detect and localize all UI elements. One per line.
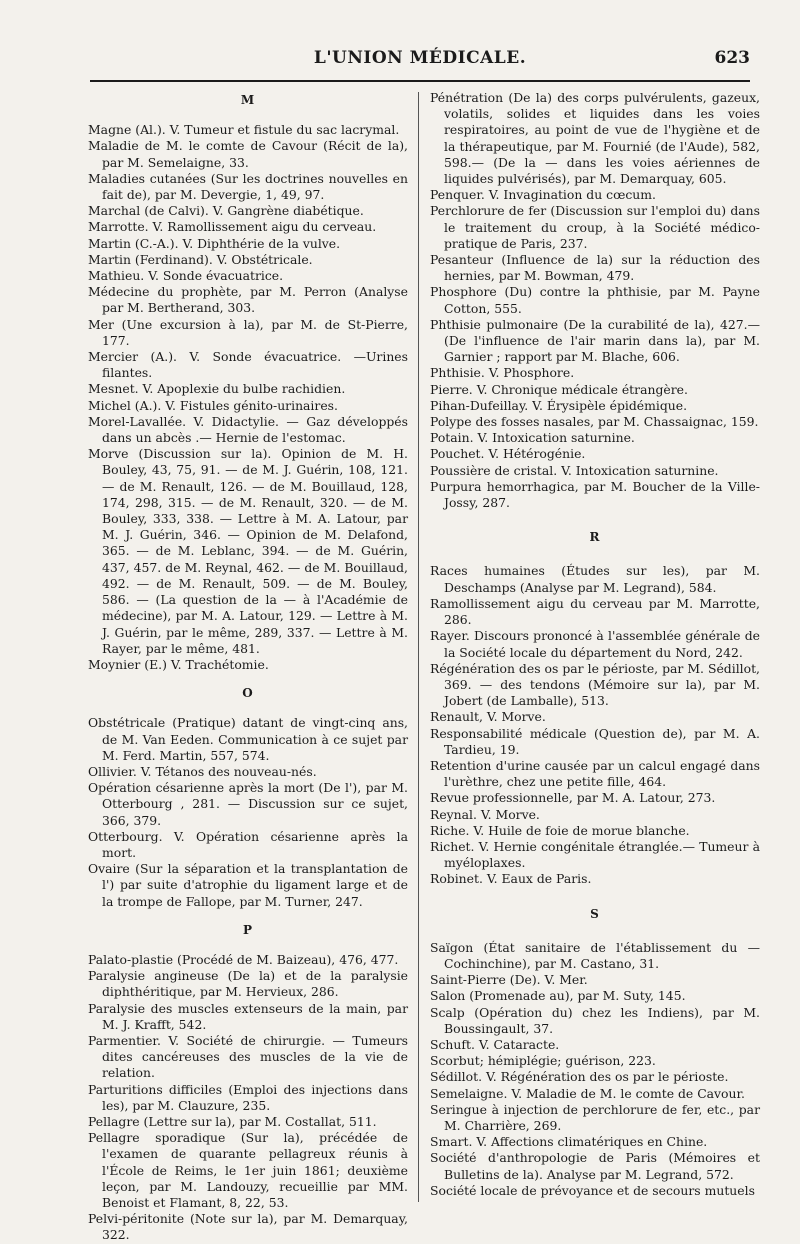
index-entry: Société locale de prévoyance et de secours mutuels [430,1182,755,1198]
index-entry: Régénération des os par le périoste, par M. Sédillot, 369. — des tendons (Mémoire sur la), par M. Jobert (de Lamballe), 513. [430,660,760,709]
index-entry: Phthisie pulmonaire (De la curabilité de la), 427.— (De l'influence de l'air marin dans la), par M. Garnier ; rapport par M. Blache, 606. [430,316,760,365]
index-entry: Phthisie. V. Phosphore. [430,365,575,381]
index-entry: Poussière de cristal. V. Intoxication saturnine. [430,462,719,478]
page-header [90,48,750,76]
header-rule [90,80,750,82]
index-entry: Reynal. V. Morve. [430,806,540,822]
index-entry: Pesanteur (Influence de la) sur la réduction des hernies, par M. Bowman, 479. [430,252,760,284]
section-letter: M [240,93,256,107]
index-entry: Parturitions difficiles (Emploi des injections dans les), par M. Clauzure, 235. [88,1081,408,1113]
index-entry: Parmentier. V. Société de chirurgie. — Tumeurs dites cancéreuses des muscles de la vie de relation. [88,1032,408,1081]
index-entry: Perchlorure de fer (Discussion sur l'emploi du) dans le traitement du croup, à la Société médico-pratique de Paris, 237. [430,203,760,251]
index-entry: Pierre. V. Chronique médicale étrangère. [430,381,688,397]
index-entry: Pelvi-péritonite (Note sur la), par M. Demarquay, 322. [88,1211,408,1243]
index-entry: Retention d'urine causée par un calcul engagé dans l'urèthre, chez une petite fille, 464. [430,757,760,790]
index-entry: Richet. V. Hernie congénitale étranglée.— Tumeur à myéloplaxes. [430,838,760,871]
index-entry: Médecine du prophète, par M. Perron (Analyse par M. Bertherand, 303. [88,284,408,316]
index-entry: Maladie de M. le comte de Cavour (Récit de la), par M. Semelaigne, 33. [88,138,408,170]
index-entry: Saint-Pierre (De). V. Mer. [430,972,588,988]
index-entry: Martin (C.-A.). V. Diphthérie de la vulve. [88,235,341,251]
index-entry: Revue professionnelle, par M. A. Latour, 273. [430,790,716,806]
section-letter: P [242,922,254,937]
index-entry: Ramollissement aigu du cerveau par M. Marrotte, 286. [430,595,760,628]
section-letter: S [590,906,600,921]
running-title: L'UNION MÉDICALE. [313,48,527,68]
index-entry: Polype des fosses nasales, par M. Chassaignac, 159. [430,414,759,430]
index-entry: Paralysie des muscles extenseurs de la main, par M. J. Krafft, 542. [88,1000,408,1032]
index-entry: Pouchet. V. Hétérogénie. [430,446,586,462]
index-entry: Mercier (A.). V. Sonde évacuatrice. —Urines filantes. [88,349,408,381]
index-entry: Société d'anthropologie de Paris (Mémoires et Bulletins de la). Analyse par M. Legrand, 572. [430,1150,760,1182]
index-entry: Pellagre sporadique (Sur la), précédée de l'examen de quarante pellagreux réunis à l'École de Reims, le 1er juin 1861; deuxième leçon, par M. Landouzy, recueillie par MM. Benoist et Flamant, 8, 22, 53. [88,1130,408,1210]
index-entry: Marrotte. V. Ramollissement aigu du cerveau. [88,219,377,235]
section-letter: R [589,530,601,545]
index-entry: Paralysie angineuse (De la) et de la paralysie diphthéritique, par M. Hervieux, 286. [88,968,408,1000]
index-entry: Semelaigne. V. Maladie de M. le comte de Cavour. [430,1085,745,1101]
index-entry: Martin (Ferdinand). V. Obstétricale. [88,251,313,267]
index-entry: Marchal (de Calvi). V. Gangrène diabétique. [88,203,364,219]
index-entry: Saïgon (État sanitaire de l'établissement du — Cochinchine), par M. Castano, 31. [430,939,760,971]
index-entry: Renault, V. Morve. [430,709,546,725]
index-entry: Michel (A.). V. Fistules génito-urinaires. [88,397,338,413]
index-entry: Pellagre (Lettre sur la), par M. Costallat, 511. [88,1113,377,1129]
index-entry: Morve (Discussion sur la). Opinion de M. H. Bouley, 43, 75, 91. — de M. J. Guérin, 108, 121. — de M. Renault, 126. — de M. Bouillaud, 128, 174, 298, 315. — de M. Renault, 320. — de M. Bouley, 333, 338. — Lettre à M. A. Latour, par M. J. Guérin, 346. — Opinion de M. Delafond, 365. — de M. Leblanc, 394. — de M. Guérin, 437, 457. de M. Reynal, 462. — de M. Bouillaud, 492. — de M. Renault, 509. — de M. Bouley, 586. — (La question de la — à l'Académie de médecine), par M. A. Latour, 129. — Lettre à M. J. Guérin, par le même, 289, 337. — Lettre à M. Rayer, par le même, 481. [88,446,408,656]
index-entry: Schuft. V. Cataracte. [430,1036,560,1052]
page-number: 623 [714,48,750,68]
index-entry: Maladies cutanées (Sur les doctrines nouvelles en fait de), par M. Devergie, 1, 49, 97. [88,170,408,203]
index-entry: Ovaire (Sur la séparation et la transplantation de l') par suite d'atrophie du ligament large et de la trompe de Fallope, par M. Turner, 247. [88,861,408,909]
index-entry: Mer (Une excursion à la), par M. de St-Pierre, 177. [88,316,408,348]
index-entry: Responsabilité médicale (Question de), par M. A. Tardieu, 19. [430,725,760,757]
index-entry: Smart. V. Affections climatériques en Chine. [430,1134,708,1150]
index-entry: Opération césarienne après la mort (De l'), par M. Otterbourg , 281. — Discussion sur ce sujet, 366, 379. [88,780,408,828]
section-letter: O [242,686,254,701]
index-entry: Otterbourg. V. Opération césarienne après la mort. [88,828,408,860]
index-entry: Obstétricale (Pratique) datant de vingt-cinq ans, de M. Van Eeden. Communication à ce sujet par M. Ferd. Martin, 557, 574. [88,715,408,763]
index-entry: Races humaines (Études sur les), par M. Deschamps (Analyse par M. Legrand), 584. [430,563,760,595]
index-entry: Rayer. Discours prononcé à l'assemblée générale de la Société locale du département du Nord, 242. [430,628,760,660]
index-entry: Scorbut; hémiplégie; guérison, 223. [430,1053,656,1069]
index-entry: Penquer. V. Invagination du cœcum. [430,187,656,203]
left-column [88,90,408,1244]
index-entry: Mesnet. V. Apoplexie du bulbe rachidien. [88,381,346,397]
index-entry: Pihan-Dufeillay. V. Érysipèle épidémique. [430,397,688,413]
index-entry: Mathieu. V. Sonde évacuatrice. [88,268,284,284]
index-entry: Morel-Lavallée. V. Didactylie. — Gaz développés dans un abcès .— Hernie de l'estomac. [88,413,408,446]
index-entry: Palato-plastie (Procédé de M. Baizeau), 476, 477. [88,951,399,967]
index-entry: Ollivier. V. Tétanos des nouveau-nés. [88,763,317,779]
index-entry: Magne (Al.). V. Tumeur et fistule du sac lacrymal. [88,122,400,138]
index-entry: Potain. V. Intoxication saturnine. [430,430,635,446]
index-entry: Seringue à injection de perchlorure de fer, etc., par M. Charrière, 269. [430,1101,760,1133]
index-entry: Salon (Promenade au), par M. Suty, 145. [430,988,686,1004]
index-entry: Moynier (E.) V. Trachétomie. [88,656,269,672]
right-column [430,90,760,1199]
index-entry: Robinet. V. Eaux de Paris. [430,871,592,887]
index-entry: Scalp (Opération du) chez les Indiens), par M. Boussingault, 37. [430,1004,760,1036]
index-entry: Phosphore (Du) contre la phthisie, par M. Payne Cotton, 555. [430,284,760,316]
index-entry: Purpura hemorrhagica, par M. Boucher de la Ville-Jossy, 287. [430,478,760,511]
column-divider [418,92,419,1202]
index-entry: Riche. V. Huile de foie de morue blanche. [430,822,690,838]
index-entry: Pénétration (De la) des corps pulvérulents, gazeux, volatils, solides et liquides dans les voies respiratoires, au point de vue de l'hygiène et de la thérapeutique, par M. Fournié (de l'Aude), 582, 598.— (De la — dans les voies aériennes de liquides pulvérisés), par M. Demarquay, 605. [430,90,760,187]
index-entry: Sédillot. V. Régénération des os par le périoste. [430,1069,729,1085]
